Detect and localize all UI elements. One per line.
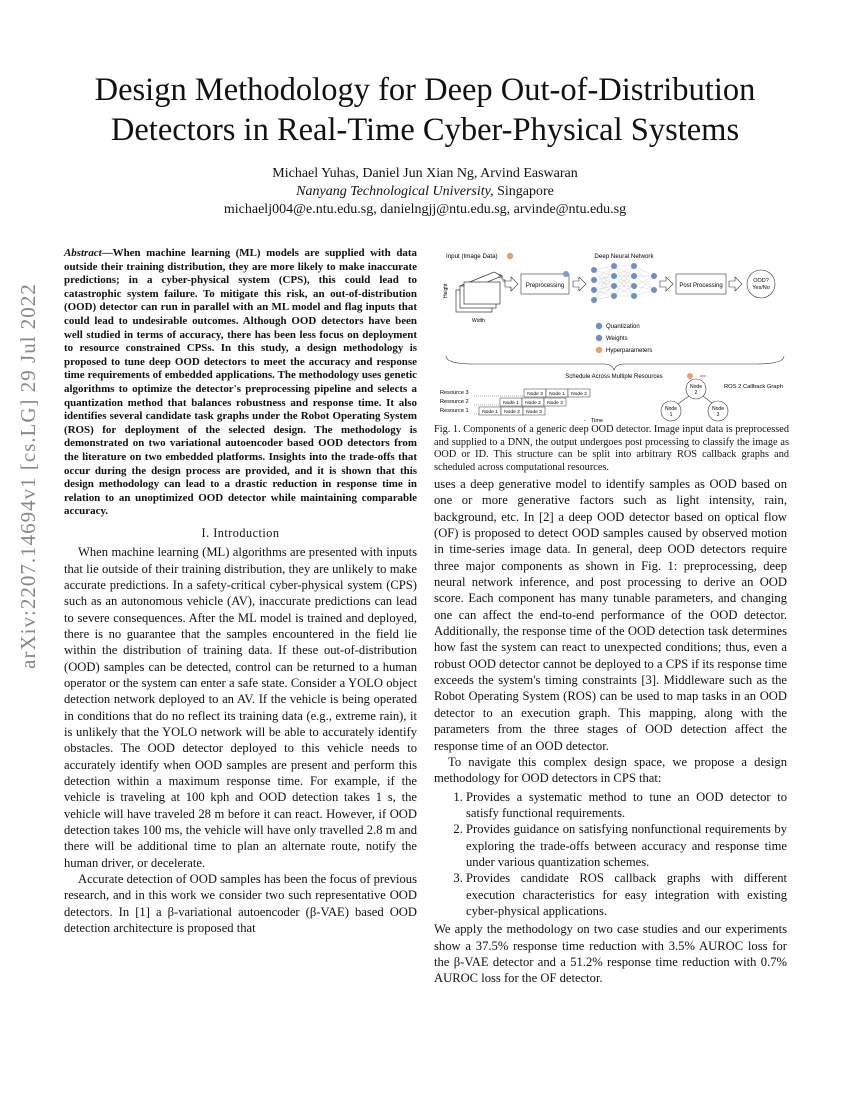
intro-paragraph-1: When machine learning (ML) algorithms are presented with inputs that lie outside of their training distribution, they are unlikely to make accurate predictions. In a safety-critical cyber-physical system (CPS) such as an autonomous vehicle (AV), inaccurate predictions can lead to severe consequences. After the ML model is trained and deployed, there is no guarantee that the samples encountered in the field lie within the distribution of training data. If these out-of-distribution (OOD) samples can be detected, control can be returned to a human operator or the system can enter a safe state. Consider a YOLO object detection network deployed to an AV. If the vehicle is being operated in conditions that do no reflect its training data (e.g., extreme rain), it is unlikely that the YOLO network will be able to accurately identify obstacles. The OOD detector deployed to this vehicle needs to accurately identify when OOD samples are present and perform this detection within a maximum response time. For example, if the vehicle is traveling at 100 kph and OOD detection takes 1 s, the vehicle will have traveled 28 m before it can react. However, if OOD detection takes 100 ms, the vehicle will have only travelled 2.8 m and there will be additional time to plan an alternate route, notify the human driver, or decelerate.: [64, 545, 417, 870]
fig-ros-graph-label: [724, 384, 783, 390]
hyperparameters-icon: [596, 347, 602, 353]
paper-title: Design Methodology for Deep Out-of-Distribution Detectors in Real-Time Cyber-Physical Systems: [94, 72, 756, 148]
ros-node-number: 3: [716, 412, 720, 418]
fig-time-prefix: -: [584, 418, 586, 422]
list-item: 2. Provides guidance on satisfying nonfunctional requirements by exploring the trade-offs between accuracy and response time under various quantization schemes.: [466, 821, 787, 870]
section-heading-introduction: I. Introduction: [201, 525, 280, 540]
fig-ood-question: OOD?: [753, 278, 769, 284]
schedule-block-label: Node 2: [571, 392, 587, 397]
weights-icon: [596, 335, 602, 341]
schedule-icon: [687, 373, 693, 379]
author-names: Michael Yuhas, Daniel Jun Xian Ng, Arvind Easwaran: [272, 166, 578, 181]
left-column: [64, 247, 417, 936]
arrow-icon: [660, 277, 673, 291]
abstract-text: —When machine learning (ML) models are supplied with data outside their training distribution, they are more likely to make inaccurate predictions; in a cyber-physical system (CPS), this could lead to catastrophic system failure. To mitigate this risk, an out-of-distribution (OOD) detector can run in parallel with an ML model and flag inputs that could lead to undesirable outcomes. Although OOD detectors have been well studied in terms of accuracy, there has been less focus on deployment to resource constrained CPSs. In this study, a design methodology is proposed to tune deep OOD detectors to meet the accuracy and response time requirements of embedded applications. The methodology uses genetic algorithms to optimize the detector's preprocessing pipeline and selects a quantization method that balances robustness and response time. It also identifies several candidate task graphs under the Robot Operating System (ROS) for deployment of the selected design. The methodology is demonstrated on two variational autoencoder based OOD detectors from the literature on two embedded platforms. Insights into the trade-offs that occur during the design process are provided, and it is shown that this design methodology can lead to a drastic reduction in response time in relation to an unoptimized OOD detector while maintaining comparable accuracy.: [64, 247, 417, 518]
author-emails: michaelj004@e.ntu.edu.sg, danielngjj@ntu.edu.sg, arvinde@ntu.edu.sg: [223, 202, 627, 217]
list-item: 1. Provides a systematic method to tune an OOD detector to satisfy functional requirements.: [466, 789, 787, 822]
schedule-block-label: Node 1: [549, 392, 565, 397]
ood-output-circle: [747, 270, 775, 298]
fig-height-label: Height: [443, 283, 449, 298]
neural-network-icon: [594, 266, 654, 300]
affiliation-country: Singapore: [497, 184, 554, 199]
fig-schedule-label: Schedule Across Multiple Resources: [565, 374, 663, 380]
intro-paragraph-2: Accurate detection of OOD samples has been the focus of previous research, and in this work we consider two such representative OOD detectors. In [1] a β-variational autoencoder (β-VAE) based OOD detection architecture is proposed that: [64, 872, 417, 936]
fig-yes-no: Yes/No: [752, 285, 770, 291]
figure-1-diagram: [434, 246, 789, 422]
quantization-icon: [596, 323, 602, 329]
grouping-brace: [446, 356, 784, 370]
ros-node-label: Node: [690, 384, 702, 390]
schedule-block-label: Node 3: [547, 401, 563, 406]
intro-paragraph-4: To navigate this complex design space, we propose a design methodology for OOD detectors in CPS that:: [434, 754, 787, 786]
schedule-block-label: Node 2: [504, 410, 520, 415]
ros-node-label: Node: [665, 406, 677, 412]
input-icon: [507, 253, 513, 259]
resource-label: Resource 3: [440, 390, 469, 396]
fig-dnn-label: Deep Neural Network: [594, 253, 654, 260]
fig-weights-label: Weights: [606, 336, 628, 342]
schedule-block-label: Node 3: [527, 392, 543, 397]
arxiv-identifier: arXiv:2207.14694v1 [cs.LG] 29 Jul 2022: [16, 283, 40, 669]
figure-1-caption: Fig. 1. Components of a generic deep OOD detector. Image input data is preprocessed and supplied to a DNN, the output undergoes post processing to classify the image as OOD or ID. This structure can be split into arbitrary ROS callback graphs and scheduled across computational resources.: [434, 424, 789, 473]
abstract: [64, 247, 417, 519]
ros-node-number: 2: [694, 390, 698, 396]
fig-hyperparameters-label: Hyperparameters: [606, 348, 653, 354]
affiliation-institution: Nanyang Technological University,: [296, 184, 494, 199]
list-item: 3. Provides candidate ROS callback graphs with different execution characteristics for easy integration with existing cyber-physical applications.: [466, 870, 787, 919]
schedule-block-label: Node 1: [482, 410, 498, 415]
fig-width-label: Width: [472, 318, 485, 324]
intro-paragraph-5: We apply the methodology on two case studies and our experiments show a 37.5% response time reduction with 3.5% AUROC loss for the β-VAE detector and a 51.2% response time reduction with 0.7% AUROC loss for the OF detector.: [434, 922, 787, 986]
contribution-list: [434, 789, 787, 920]
author-block: [60, 165, 790, 219]
fig-post-processing-label: Post Processing: [679, 283, 723, 289]
fig-quantization-label: Quantization: [606, 324, 640, 330]
ros-node-number: 1: [669, 412, 673, 418]
gear-icon: [563, 271, 569, 277]
resource-label: Resource 1: [440, 408, 469, 414]
right-column: [434, 476, 787, 987]
intro-paragraph-3: uses a deep generative model to identify samples as OOD based on one or more generative factors such as light intensity, rain, background, etc. In [2] a deep OOD detector based on optical flow (OF) is proposed to detect OOD samples caused by observed motion in time-series image data. In general, deep OOD detectors require three major components as shown in Fig. 1: preprocessing, deep neural network inference, and post processing to derive an OOD score. Each component has many tunable parameters, and changing one can affect the end-to-end performance of the OOD detector. Additionally, the response time of the OOD detection task determines how fast the system can react to unexpected conditions; thus, even a robust OOD detector cannot be deployed to a CPS if its response time exceeds the system's timing constraints [3]. Middleware such as the Robot Operating System (ROS) can be used to map tasks in an OOD detector to an execution graph. This mapping, along with the parameters from the three stages of OOD detection affect the response time of an OOD detector.: [434, 477, 787, 753]
schedule-block-label: Node 3: [526, 410, 542, 415]
ros-node-label: Node: [712, 406, 724, 412]
fig-time-label: Time: [591, 418, 604, 422]
resource-label: Resource 2: [440, 399, 469, 405]
arrow-icon: [573, 277, 586, 291]
schedule-block-label: Node 2: [525, 401, 541, 406]
image-stack-icon: [456, 272, 502, 312]
schedule-block-label: Node 1: [503, 401, 519, 406]
fig-ros-graph-text: ROS 2 Callback Graph: [724, 384, 783, 390]
fig-preprocessing-label: Preprocessing: [525, 283, 565, 289]
arrow-icon: [729, 277, 742, 291]
affiliation: [60, 183, 790, 201]
fig-input-label: Input (Image Data): [446, 253, 498, 260]
abstract-label: Abstract: [64, 247, 102, 259]
